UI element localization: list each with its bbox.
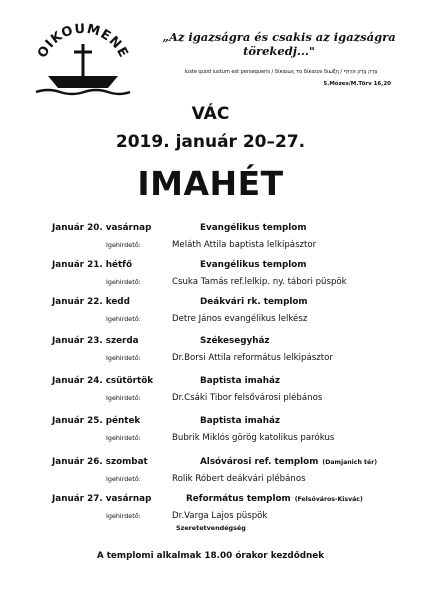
preacher-label: Igehirdető: bbox=[106, 512, 141, 520]
preacher-label: Igehirdető: bbox=[106, 354, 141, 362]
entry-preacher: Meláth Attila baptista lelkipásztor bbox=[172, 240, 317, 250]
schedule-entry bbox=[0, 416, 421, 456]
start-time-note: A templomi alkalmak 18.00 órakor kezdődnek bbox=[96, 551, 325, 561]
schedule-entry bbox=[0, 376, 421, 416]
entry-day: Január 25. péntek bbox=[52, 416, 141, 426]
event-dates: 2019. január 20–27. bbox=[115, 132, 306, 152]
entry-preacher: Detre János evangélikus lelkész bbox=[172, 314, 308, 324]
schedule-entry bbox=[0, 494, 421, 540]
motto: „Az igazságra és csakis az igazságra törekedj..." bbox=[162, 30, 396, 58]
svg-text:OIKOUMENE: OIKOUMENE bbox=[34, 21, 132, 61]
entry-day: Január 22. kedd bbox=[52, 297, 130, 307]
guest-reception-note: Szeretetvendégség bbox=[176, 524, 246, 532]
entry-preacher: Dr.Borsi Attila református lelkipásztor bbox=[172, 353, 333, 363]
entry-venue: Evangélikus templom bbox=[200, 223, 307, 233]
city: VÁC bbox=[191, 104, 230, 124]
preacher-label: Igehirdető: bbox=[106, 394, 141, 402]
entry-preacher: Rolik Róbert deákvári plébános bbox=[172, 474, 306, 484]
oikoumene-logo bbox=[28, 18, 138, 98]
entry-venue: Székesegyház bbox=[200, 336, 270, 346]
entry-venue: Deákvári rk. templom bbox=[200, 297, 308, 307]
entry-day: Január 21. hétfő bbox=[52, 260, 133, 270]
entry-day: Január 27. vasárnap bbox=[52, 494, 152, 504]
preacher-label: Igehirdető: bbox=[106, 241, 141, 249]
entry-day: Január 20. vasárnap bbox=[52, 223, 152, 233]
preacher-label: Igehirdető: bbox=[106, 315, 141, 323]
entry-venue: Alsóvárosi ref. templom (Damjanich tér) bbox=[200, 457, 378, 467]
preacher-label: Igehirdető: bbox=[106, 475, 141, 483]
entry-day: Január 23. szerda bbox=[52, 336, 139, 346]
bible-reference: 5.Mózes/M.Törv 16,20 bbox=[323, 81, 391, 87]
entry-venue: Evangélikus templom bbox=[200, 260, 307, 270]
preacher-label: Igehirdető: bbox=[106, 434, 141, 442]
entry-day: Január 26. szombat bbox=[52, 457, 148, 467]
entry-day: Január 24. csütörtök bbox=[52, 376, 154, 386]
schedule-entry bbox=[0, 457, 421, 497]
entry-preacher: Dr.Csáki Tibor felsővárosi plébános bbox=[172, 393, 323, 403]
schedule-entry bbox=[0, 223, 421, 263]
entry-preacher: Dr.Varga Lajos püspök bbox=[172, 511, 268, 521]
page-title: IMAHÉT bbox=[137, 164, 284, 203]
entry-venue: Református templom (Felsőváros-Kisvác) bbox=[186, 494, 363, 504]
entry-venue: Baptista imaház bbox=[200, 376, 281, 386]
preacher-label: Igehirdető: bbox=[106, 278, 141, 286]
entry-preacher: Bubrik Miklós görög katolikus parókus bbox=[172, 433, 335, 443]
schedule-entry bbox=[0, 297, 421, 337]
latin-quote: Iuste quod iustum est persequeris / δίκαιως το δίκαιον διωξη / צֶדֶק צֶדֶק תִּרְדֹּף bbox=[184, 69, 378, 75]
schedule-entry bbox=[0, 336, 421, 376]
entry-preacher: Csuka Tamás ref.lelkip. ny. tábori püspök bbox=[172, 277, 347, 287]
schedule-entry bbox=[0, 260, 421, 300]
entry-venue: Baptista imaház bbox=[200, 416, 281, 426]
